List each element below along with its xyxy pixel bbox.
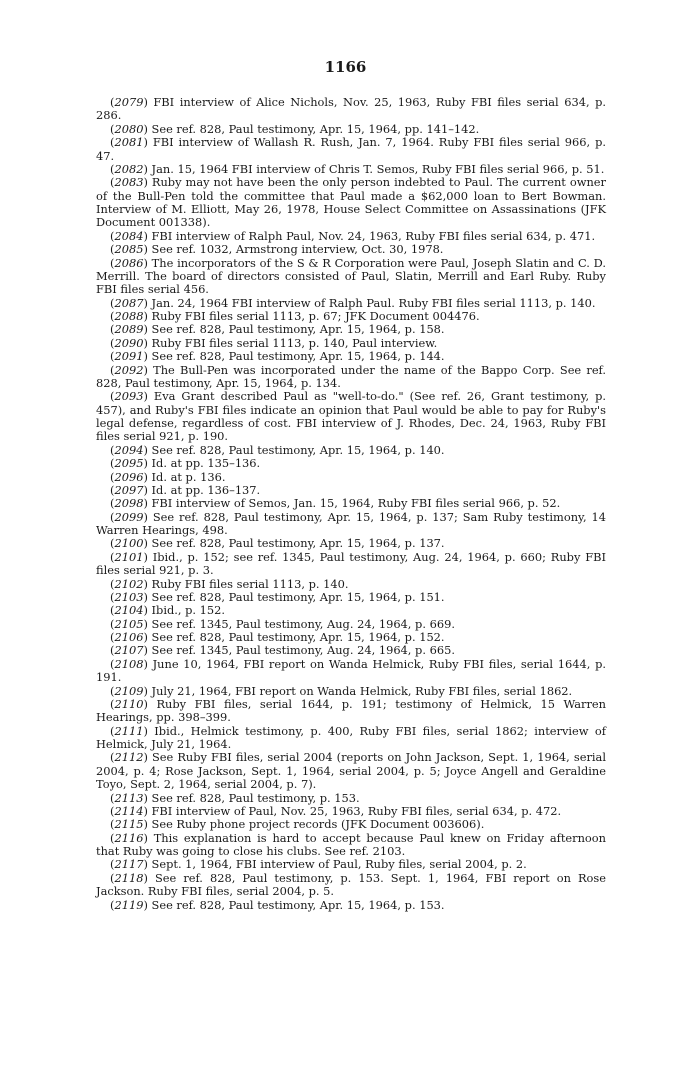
footnote-text: July 21, 1964, FBI report on Wanda Helmick, Ruby FBI files, serial 1862. xyxy=(151,683,573,698)
footnote: (2079) FBI interview of Alice Nichols, Nov. 25, 1963, Ruby FBI files serial 634, p. 286. xyxy=(96,95,606,123)
footnote: (2108) June 10, 1964, FBI report on Wanda Helmick, Ruby FBI files, serial 1644, p. 191. xyxy=(96,656,606,685)
footnote-number: 2085 xyxy=(114,242,144,257)
footnotes-list xyxy=(96,96,606,912)
footnote-number: 2083 xyxy=(114,175,144,190)
footnote-text: Jan. 24, 1964 FBI interview of Ralph Paul. Ruby FBI files serial 1113, p. 140. xyxy=(151,295,596,310)
footnote-text: The incorporators of the S & R Corporation were Paul, Joseph Slatin and C. D. Merrill. The board of directors consisted of Paul, Slatin, Merrill and Earl Ruby. Ruby FBI files serial 456. xyxy=(96,255,606,297)
footnote: (2104) Ibid., p. 152. xyxy=(110,603,226,618)
footnote: (2091) See ref. 828, Paul testimony, Apr. 15, 1964, p. 144. xyxy=(110,349,445,364)
footnote-text: See ref. 828, Paul testimony, Apr. 15, 1964, p. 158. xyxy=(151,322,445,337)
footnote: (2114) FBI interview of Paul, Nov. 25, 1963, Ruby FBI files, serial 634, p. 472. xyxy=(110,803,562,818)
footnote-number: 2108 xyxy=(114,656,144,671)
footnote-number: 2093 xyxy=(114,389,144,404)
footnote: (2102) Ruby FBI files serial 1113, p. 140. xyxy=(110,576,349,591)
footnote: (2081) FBI interview of Wallash R. Rush, Jan. 7, 1964. Ruby FBI files serial 966, p. 47. xyxy=(96,135,606,163)
footnote-number: 2094 xyxy=(114,442,144,457)
footnote-text: Id. at pp. 135–136. xyxy=(151,456,261,471)
footnote-number: 2081 xyxy=(114,135,144,150)
footnote-number: 2107 xyxy=(114,643,144,658)
footnote: (2113) See ref. 828, Paul testimony, p. 153. xyxy=(110,790,360,805)
footnote-number: 2090 xyxy=(114,335,144,350)
footnote: (2093) Eva Grant described Paul as "well-to-do." (See ref. 26, Grant testimony, p. 457), and Ruby's FBI files indicate an opinion that Paul would be able to pay for Ruby's legal defense, regardless of cost. FBI interview of J. Rhodes, Dec. 24, 1963, Ruby FBI files serial 921, p. 190. xyxy=(96,389,606,444)
footnote-number: 2091 xyxy=(114,349,144,364)
footnote-text: See ref. 828, Paul testimony, p. 153. xyxy=(151,790,360,805)
footnote-text: June 10, 1964, FBI report on Wanda Helmick, Ruby FBI files, serial 1644, p. 191. xyxy=(96,656,606,685)
footnote-text: Ibid., p. 152. xyxy=(151,603,226,618)
footnote-text: Ruby FBI files, serial 1644, p. 191; testimony of Helmick, 15 Warren Hearings, pp. 398–399. xyxy=(96,696,606,725)
footnote-number: 2097 xyxy=(114,482,144,497)
footnote-text: Ibid., Helmick testimony, p. 400, Ruby FBI files, serial 1862; interview of Helmick, July 21, 1964. xyxy=(96,723,606,751)
footnote: (2092) The Bull-Pen was incorporated under the name of the Bappo Corp. See ref. 828, Paul testimony, Apr. 15, 1964, p. 134. xyxy=(96,362,606,390)
footnote: (2083) Ruby may not have been the only person indebted to Paul. The current owner of the Bull-Pen told the committee that Paul made a $62,000 loan to Bert Bowman. Interview of M. Elliott, May 26, 1978, House Select Committee on Assassinations (JFK Document 001338). xyxy=(96,175,606,230)
footnote-number: 2080 xyxy=(114,121,144,136)
footnote-text: See ref. 828, Paul testimony, Apr. 15, 1964, p. 137; Sam Ruby testimony, 14 Warren Hearings, 498. xyxy=(96,509,606,537)
footnote-number: 2096 xyxy=(114,469,144,484)
footnote-text: Ruby FBI files serial 1113, p. 140. xyxy=(151,576,349,591)
footnote-text: Ruby may not have been the only person indebted to Paul. The current owner of the Bull-Pen told the committee that Paul made a $62,000 loan to Bert Bowman. Interview of M. Elliott, May 26, 1978, House Select Committee on Assassinations (JFK Document 001338). xyxy=(96,175,606,230)
footnote-text: FBI interview of Alice Nichols, Nov. 25, 1963, Ruby FBI files serial 634, p. 286. xyxy=(96,95,606,123)
footnote-text: Eva Grant described Paul as "well-to-do." (See ref. 26, Grant testimony, p. 457), and Ruby's FBI files indicate an opinion that Paul would be able to pay for Ruby's legal defense, regardless of cost. FBI interview of J. Rhodes, Dec. 24, 1963, Ruby FBI files serial 921, p. 190. xyxy=(96,389,606,444)
footnote: (2112) See Ruby FBI files, serial 2004 (reports on John Jackson, Sept. 1, 1964, serial 2004, p. 4; Rose Jackson, Sept. 1, 1964, serial 2004, p. 5; Joyce Angell and Geraldine Toyo, Sept. 2, 1964, serial 2004, p. 7). xyxy=(96,750,606,792)
footnote-number: 2103 xyxy=(114,589,144,604)
footnote-text: See Ruby phone project records (JFK Document 003606). xyxy=(151,817,485,832)
footnote: (2089) See ref. 828, Paul testimony, Apr. 15, 1964, p. 158. xyxy=(110,322,445,337)
footnote-number: 2089 xyxy=(114,322,144,337)
footnote-number: 2114 xyxy=(114,803,144,818)
footnote: (2087) Jan. 24, 1964 FBI interview of Ralph Paul. Ruby FBI files serial 1113, p. 140. xyxy=(110,295,596,310)
footnote-number: 2086 xyxy=(114,255,144,270)
footnote: (2119) See ref. 828, Paul testimony, Apr. 15, 1964, p. 153. xyxy=(110,897,445,912)
footnote-text: Sept. 1, 1964, FBI interview of Paul, Ruby files, serial 2004, p. 2. xyxy=(151,857,527,872)
footnote: (2088) Ruby FBI files serial 1113, p. 67; JFK Document 004476. xyxy=(110,309,480,323)
footnote-text: See ref. 828, Paul testimony, Apr. 15, 1964, p. 144. xyxy=(151,349,445,364)
footnote-number: 2088 xyxy=(114,309,144,323)
footnote: (2098) FBI interview of Semos, Jan. 15, 1964, Ruby FBI files serial 966, p. 52. xyxy=(110,496,561,511)
footnote-number: 2102 xyxy=(114,576,144,591)
footnote-text: Jan. 15, 1964 FBI interview of Chris T. Semos, Ruby FBI files serial 966, p. 51. xyxy=(151,161,605,176)
footnote-number: 2087 xyxy=(114,295,144,310)
page-number: 1166 xyxy=(324,58,367,76)
footnote-text: Ruby FBI files serial 1113, p. 140, Paul interview. xyxy=(151,335,438,350)
footnote: (2100) See ref. 828, Paul testimony, Apr. 15, 1964, p. 137. xyxy=(110,536,445,551)
footnote-number: 2112 xyxy=(114,750,144,765)
footnote-number: 2079 xyxy=(114,95,144,109)
footnote-text: See ref. 1345, Paul testimony, Aug. 24, 1964, p. 669. xyxy=(151,616,455,631)
footnote-number: 2119 xyxy=(114,897,144,912)
footnote: (2095) Id. at pp. 135–136. xyxy=(110,456,261,471)
footnote-number: 2113 xyxy=(114,790,144,805)
footnote: (2103) See ref. 828, Paul testimony, Apr. 15, 1964, p. 151. xyxy=(110,589,445,604)
footnote: (2101) Ibid., p. 152; see ref. 1345, Paul testimony, Aug. 24, 1964, p. 660; Ruby FBI files serial 921, p. 3. xyxy=(96,549,606,578)
footnote-number: 2101 xyxy=(114,549,144,564)
footnote: (2111) Ibid., Helmick testimony, p. 400, Ruby FBI files, serial 1862; interview of Helmick, July 21, 1964. xyxy=(96,723,606,751)
footnote-number: 2118 xyxy=(114,870,144,885)
footnote-text: See ref. 828, Paul testimony, p. 153. Sept. 1, 1964, FBI report on Rose Jackson. Ruby FBI files, serial 2004, p. 5. xyxy=(96,870,606,899)
footnote-number: 2110 xyxy=(114,696,144,711)
footnote-text: The Bull-Pen was incorporated under the name of the Bappo Corp. See ref. 828, Paul testimony, Apr. 15, 1964, p. 134. xyxy=(96,362,606,390)
footnote-number: 2109 xyxy=(114,683,144,698)
footnote: (2115) See Ruby phone project records (JFK Document 003606). xyxy=(110,817,485,832)
footnote: (2105) See ref. 1345, Paul testimony, Aug. 24, 1964, p. 669. xyxy=(110,616,455,631)
footnote-text: See ref. 828, Paul testimony, Apr. 15, 1964, p. 153. xyxy=(151,897,445,912)
footnote-text: Ibid., p. 152; see ref. 1345, Paul testimony, Aug. 24, 1964, p. 660; Ruby FBI files serial 921, p. 3. xyxy=(96,549,606,578)
footnote-number: 2098 xyxy=(114,496,144,511)
footnote: (2086) The incorporators of the S & R Corporation were Paul, Joseph Slatin and C. D. Merrill. The board of directors consisted of Paul, Slatin, Merrill and Earl Ruby. Ruby FBI files serial 456. xyxy=(96,255,606,297)
footnote: (2097) Id. at pp. 136–137. xyxy=(110,482,261,497)
footnote-number: 2099 xyxy=(114,509,144,524)
footnote-number: 2106 xyxy=(114,630,144,644)
footnote: (2084) FBI interview of Ralph Paul, Nov. 24, 1963, Ruby FBI files serial 634, p. 471. xyxy=(110,228,596,243)
footnote-text: Id. at pp. 136–137. xyxy=(151,482,261,497)
footnote-text: See ref. 828, Paul testimony, Apr. 15, 1964, p. 140. xyxy=(151,442,445,457)
footnote: (2085) See ref. 1032, Armstrong interview, Oct. 30, 1978. xyxy=(110,242,444,257)
footnote: (2118) See ref. 828, Paul testimony, p. 153. Sept. 1, 1964, FBI report on Rose Jackson. Ruby FBI files, serial 2004, p. 5. xyxy=(96,870,606,899)
footnote-text: See ref. 828, Paul testimony, Apr. 15, 1964, p. 152. xyxy=(151,630,445,644)
footnote: (2082) Jan. 15, 1964 FBI interview of Chris T. Semos, Ruby FBI files serial 966, p. 51. xyxy=(110,161,605,176)
footnote-text: See ref. 828, Paul testimony, Apr. 15, 1964, pp. 141–142. xyxy=(151,121,480,136)
footnote: (2107) See ref. 1345, Paul testimony, Aug. 24, 1964, p. 665. xyxy=(110,643,455,658)
footnote-text: FBI interview of Semos, Jan. 15, 1964, Ruby FBI files serial 966, p. 52. xyxy=(151,496,561,511)
footnote-number: 2104 xyxy=(114,603,144,618)
footnote: (2096) Id. at p. 136. xyxy=(110,469,226,484)
footnote-text: FBI interview of Ralph Paul, Nov. 24, 1963, Ruby FBI files serial 634, p. 471. xyxy=(151,228,596,243)
footnote: (2080) See ref. 828, Paul testimony, Apr. 15, 1964, pp. 141–142. xyxy=(110,121,480,136)
footnote: (2109) July 21, 1964, FBI report on Wanda Helmick, Ruby FBI files, serial 1862. xyxy=(110,683,573,698)
footnote-text: This explanation is hard to accept because Paul knew on Friday afternoon that Ruby was going to close his clubs. See ref. 2103. xyxy=(96,830,606,858)
footnote-text: See ref. 828, Paul testimony, Apr. 15, 1964, p. 137. xyxy=(151,536,445,551)
footnote: (2117) Sept. 1, 1964, FBI interview of Paul, Ruby files, serial 2004, p. 2. xyxy=(110,857,527,872)
footnote-text: Ruby FBI files serial 1113, p. 67; JFK Document 004476. xyxy=(151,309,480,323)
footnote: (2110) Ruby FBI files, serial 1644, p. 191; testimony of Helmick, 15 Warren Hearings, pp. 398–399. xyxy=(96,696,606,725)
footnote-text: See ref. 1032, Armstrong interview, Oct. 30, 1978. xyxy=(151,242,444,257)
footnote: (2099) See ref. 828, Paul testimony, Apr. 15, 1964, p. 137; Sam Ruby testimony, 14 Warren Hearings, 498. xyxy=(96,509,606,537)
footnote: (2116) This explanation is hard to accept because Paul knew on Friday afternoon that Ruby was going to close his clubs. See ref. 2103. xyxy=(96,830,606,858)
footnote-number: 2116 xyxy=(114,830,144,845)
footnote-number: 2095 xyxy=(114,456,144,471)
footnote: (2094) See ref. 828, Paul testimony, Apr. 15, 1964, p. 140. xyxy=(110,442,445,457)
footnote-text: FBI interview of Wallash R. Rush, Jan. 7, 1964. Ruby FBI files serial 966, p. 47. xyxy=(96,135,606,163)
footnote-number: 2115 xyxy=(114,817,144,832)
footnote-text: See ref. 828, Paul testimony, Apr. 15, 1964, p. 151. xyxy=(151,589,445,604)
footnote-text: See ref. 1345, Paul testimony, Aug. 24, 1964, p. 665. xyxy=(151,643,455,658)
footnote: (2090) Ruby FBI files serial 1113, p. 140, Paul interview. xyxy=(110,335,438,350)
footnote-text: FBI interview of Paul, Nov. 25, 1963, Ruby FBI files, serial 634, p. 472. xyxy=(151,803,562,818)
footnote-number: 2100 xyxy=(114,536,144,551)
footnote-number: 2092 xyxy=(114,362,144,377)
footnote-number: 2117 xyxy=(114,857,144,872)
footnote-text: Id. at p. 136. xyxy=(151,469,226,484)
footnote-number: 2105 xyxy=(114,616,144,631)
footnote-number: 2084 xyxy=(114,228,144,243)
footnote-text: See Ruby FBI files, serial 2004 (reports on John Jackson, Sept. 1, 1964, serial 2004, p. 4; Rose Jackson, Sept. 1, 1964, serial 2004, p. 5; Joyce Angell and Geraldine Toyo, Sept. 2, 1964, serial 2004, p. 7). xyxy=(96,750,606,792)
footnote-number: 2111 xyxy=(114,723,144,738)
footnote-number: 2082 xyxy=(114,161,144,176)
footnote: (2106) See ref. 828, Paul testimony, Apr. 15, 1964, p. 152. xyxy=(110,630,445,644)
